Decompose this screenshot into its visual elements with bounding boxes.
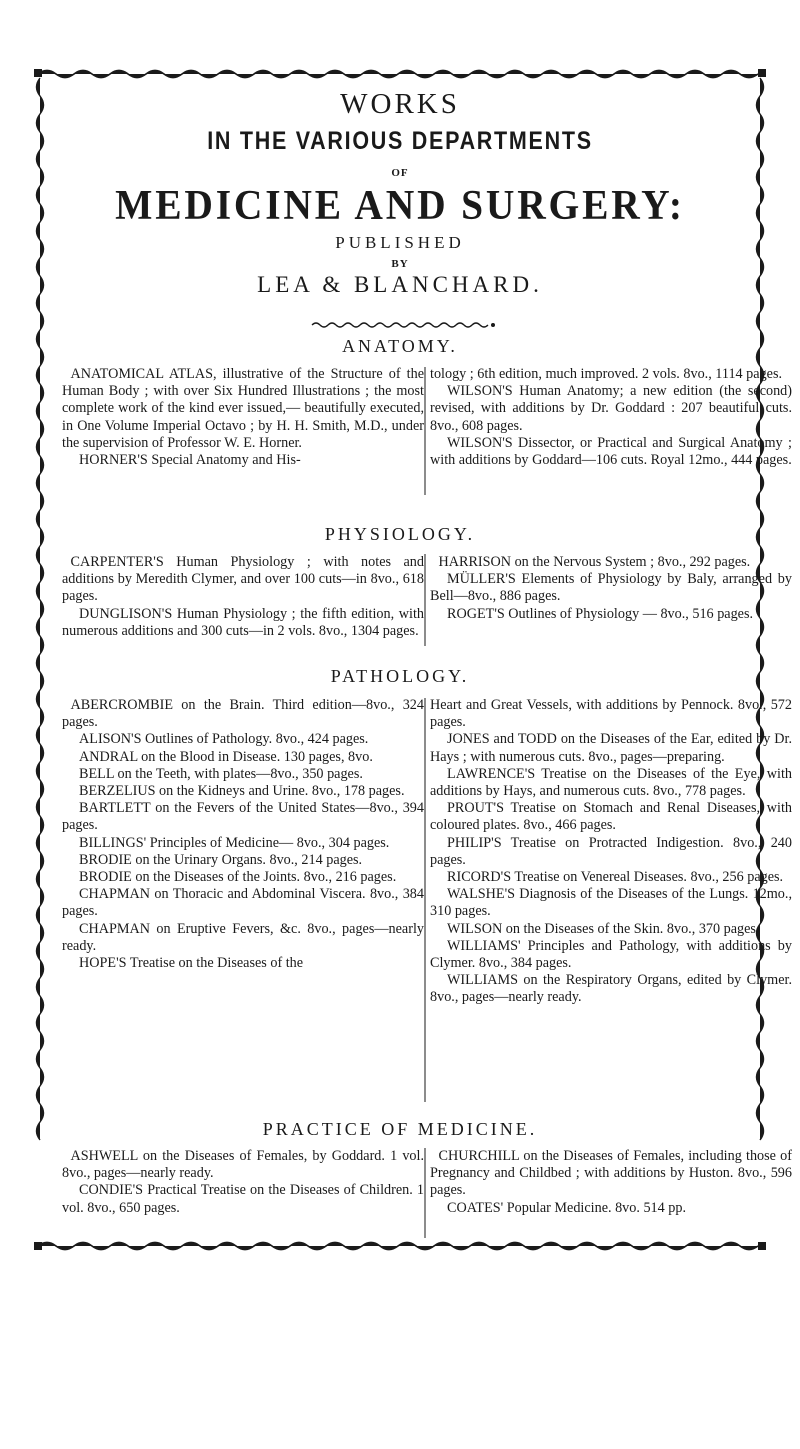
list-item: WILSON'S Human Anatomy; a new edition (the second) revised, with additions by Dr. Goddard : 207 beautiful cuts. 8vo., 608 pages. [430, 383, 792, 434]
list-item: HOPE'S Treatise on the Diseases of the [79, 955, 304, 972]
title-by: BY [391, 258, 409, 270]
title-published: PUBLISHED [335, 233, 465, 252]
physiology-right-column [430, 554, 792, 623]
list-item: BRODIE on the Urinary Organs. 8vo., 214 pages. [79, 851, 363, 868]
list-item: RICORD'S Treatise on Venereal Diseases. 8vo., 256 pages. [447, 869, 784, 886]
list-item: WILLIAMS on the Respiratory Organs, edited by Clymer. 8vo., pages—nearly ready. [430, 972, 792, 1006]
pathology-right-column [430, 697, 792, 1007]
list-item: DUNGLISON'S Human Physiology ; the fifth edition, with numerous additions and 300 cuts—in 2 vols. 8vo., 1304 pages. [62, 605, 424, 639]
list-item: HARRISON on the Nervous System ; 8vo., 292 pages. [438, 554, 751, 570]
list-item: PROUT'S Treatise on Stomach and Renal Diseases, with coloured plates. 8vo., 466 pages. [430, 800, 792, 834]
list-item: BERZELIUS on the Kidneys and Urine. 8vo., 178 pages. [79, 783, 405, 800]
list-item: CHAPMAN on Thoracic and Abdominal Viscera. 8vo., 384 pages. [62, 886, 424, 920]
list-item: CARPENTER'S Human Physiology ; with notes and additions by Meredith Clymer, and over 100 cuts—in 8vo., 618 pages. [62, 554, 424, 605]
list-item: ASHWELL on the Diseases of Females, by Goddard. 1 vol. 8vo., pages—nearly ready. [62, 1148, 424, 1182]
list-item: PHILIP'S Treatise on Protracted Indigestion. 8vo., 240 pages. [430, 834, 792, 868]
list-item: CONDIE'S Practical Treatise on the Diseases of Children. 1 vol. 8vo., 650 pages. [62, 1182, 424, 1216]
list-item: LAWRENCE'S Treatise on the Diseases of the Eye, with additions by Hays, and numerous cuts. 8vo., 778 pages. [430, 765, 792, 800]
list-item: ROGET'S Outlines of Physiology — 8vo., 516 pages. [447, 605, 754, 622]
list-item: BILLINGS' Principles of Medicine— 8vo., 304 pages. [79, 834, 390, 851]
anatomy-left-column [62, 366, 424, 469]
practice-left-column [62, 1148, 424, 1217]
list-item: Heart and Great Vessels, with additions by Pennock. 8vo., 572 pages. [430, 697, 792, 731]
section-heading-practice-of-medicine: PRACTICE OF MEDICINE. [262, 1119, 538, 1139]
list-item: BELL on the Teeth, with plates—8vo., 350 pages. [79, 765, 363, 782]
list-item: BRODIE on the Diseases of the Joints. 8vo., 216 pages. [79, 869, 397, 886]
title-works: WORKS [340, 88, 460, 120]
list-item: MÜLLER'S Elements of Physiology by Baly, arranged by Bell—8vo., 886 pages. [430, 571, 792, 605]
list-item: JONES and TODD on the Diseases of the Ear, edited by Dr. Hays ; with numerous cuts. 8vo., pages—preparing. [430, 731, 792, 765]
anatomy-right-column [430, 366, 792, 469]
physiology-left-column [62, 554, 424, 640]
list-item: HORNER'S Special Anatomy and His- [79, 452, 301, 469]
list-item: WILSON on the Diseases of the Skin. 8vo., 370 pages. [447, 920, 760, 937]
pathology-left-column [62, 697, 424, 972]
title-departments: IN THE VARIOUS DEPARTMENTS [207, 127, 593, 155]
list-item: ANATOMICAL ATLAS, illustrative of the Structure of the Human Body ; with over Six Hundred Illustrations ; the most complete work of the kind ever issued,— beautifully executed, in One Volume Imperial Octavo ; by H. H. Smith, M.D., under the supervision of Professor W. E. Horner. [62, 366, 424, 451]
list-item: BARTLETT on the Fevers of the United States—8vo., 394 pages. [62, 800, 424, 834]
list-item: WILLIAMS' Principles and Pathology, with additions by Clymer. 8vo., 384 pages. [430, 937, 792, 972]
section-heading-anatomy: ANATOMY. [342, 336, 458, 356]
section-heading-pathology: PATHOLOGY. [330, 666, 470, 686]
list-item: CHURCHILL on the Diseases of Females, including those of Pregnancy and Childbed ; with additions by Huston. 8vo., 596 pages. [430, 1148, 792, 1199]
practice-right-column [430, 1148, 792, 1217]
list-item: WILSON'S Dissector, or Practical and Surgical Anatomy ; with additions by Goddard—106 cuts. Royal 12mo., 444 pages. [430, 434, 792, 469]
list-item: WALSHE'S Diagnosis of the Diseases of the Lungs. 12mo., 310 pages. [430, 886, 792, 920]
list-item: COATES' Popular Medicine. 8vo. 514 pp. [447, 1199, 687, 1216]
publisher-name: LEA & BLANCHARD. [257, 272, 543, 297]
title-medicine-surgery: MEDICINE AND SURGERY: [115, 183, 685, 229]
list-item: CHAPMAN on Eruptive Fevers, &c. 8vo., pages—nearly ready. [62, 920, 424, 954]
list-item: ABERCROMBIE on the Brain. Third edition—8vo., 324 pages. [62, 697, 424, 731]
section-heading-physiology: PHYSIOLOGY. [324, 524, 476, 544]
list-item: tology ; 6th edition, much improved. 2 vols. 8vo., 1114 pages. [430, 366, 783, 382]
list-item: ALISON'S Outlines of Pathology. 8vo., 424 pages. [79, 731, 369, 748]
title-of: OF [391, 167, 409, 179]
list-item: ANDRAL on the Blood in Disease. 130 pages, 8vo. [79, 748, 373, 765]
